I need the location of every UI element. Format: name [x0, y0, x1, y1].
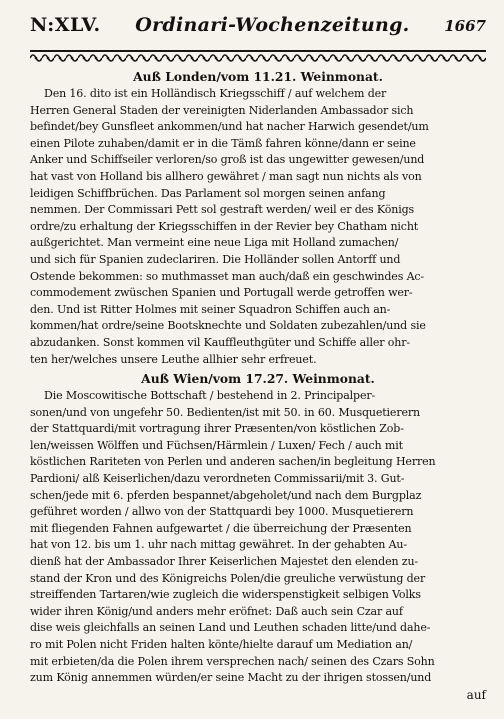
- text-line: Herren General Staden der vereinigten Niderlanden Ambassador sich: [30, 103, 414, 117]
- text-line: befindet/bey Gunsfleet ankommen/und hat nacher Harwich gesendet/um: [30, 120, 429, 134]
- text-line: mit erbieten/da die Polen ihrem versprechen nach/ seinen des Czars Sohn: [30, 654, 435, 668]
- catchword: auf: [466, 687, 486, 702]
- text-line: einen Pilote zuhaben/damit er in die Tämß fahren könne/dann er seine: [30, 136, 416, 150]
- text-line: geführet worden / allwo von der Stattquardi bey 1000. Musquetierern: [30, 505, 414, 519]
- article-body: [30, 68, 486, 687]
- issue-number: N:XLV.: [30, 14, 101, 36]
- text-line: und sich für Spanien zudeclariren. Die Holländer sollen Antorff und: [30, 252, 401, 266]
- text-line: dise weis gleichfalls an seinen Land und Leuthen schaden litte/und dahe-: [30, 621, 431, 635]
- article-paragraph: [30, 388, 486, 687]
- text-line: Den 16. dito ist ein Holländisch Kriegsschiff / auf welchem der: [44, 87, 387, 100]
- text-line: commodement zwüschen Spanien und Portugall werde getroffen wer-: [30, 286, 413, 300]
- text-line: außgerichtet. Man vermeint eine neue Liga mit Holland zumachen/: [30, 236, 399, 250]
- text-line: leidigen Schiffbrüchen. Das Parlament sol morgen seinen anfang: [30, 186, 386, 200]
- ornament-border-icon: [30, 52, 486, 64]
- text-line: hat von 12. bis um 1. uhr nach mittag gewähret. In der gehabten Au-: [30, 538, 407, 552]
- text-line: nemmen. Der Commissari Pett sol gestraft werden/ weil er des Königs: [30, 203, 415, 217]
- text-line: mit fliegenden Fahnen aufgewartet / die überreichung der Præsenten: [30, 521, 412, 535]
- text-line: kommen/hat ordre/seine Bootsknechte und Soldaten zubezahlen/und sie: [30, 319, 426, 333]
- text-line: ordre/zu erhaltung der Kriegsschiffen in der Revier bey Chatham nicht: [30, 219, 419, 233]
- text-line: dienß hat der Ambassador Ihrer Keiserlichen Majestet den elenden zu-: [30, 555, 419, 569]
- text-line: wider ihren König/und anders mehr eröfnet: Daß auch sein Czar auf: [30, 604, 403, 618]
- text-line: schen/jede mit 6. pferden bespannet/abgeholet/und nach dem Burgplaz: [30, 488, 422, 502]
- text-line: zum König annemmen würden/er seine Macht zu der ihrigen stossen/und: [30, 671, 432, 685]
- text-line: ten her/welches unsere Leuthe allhier sehr erfreuet.: [30, 352, 317, 366]
- text-line: der Stattquardi/mit vortragung ihrer Præsenten/von köstlichen Zob-: [30, 422, 404, 436]
- text-line: Anker und Schiffseiler verloren/so groß ist das ungewitter gewesen/und: [30, 153, 425, 167]
- text-line: ro mit Polen nicht Friden halten könte/hielte darauf um Mediation an/: [30, 638, 413, 651]
- text-line: hat vast von Holland bis allhero gewähret / man sagt nun nichts als von: [30, 169, 422, 183]
- text-line: sonen/und von ungefehr 50. Bedienten/ist mit 50. in 60. Musquetierern: [30, 405, 420, 419]
- page-year: 1667: [444, 17, 486, 35]
- article-paragraph: [30, 86, 486, 368]
- newspaper-title: Ordinari-Wochenzeitung.: [135, 14, 410, 36]
- article: [30, 370, 486, 687]
- text-line: Ostende bekommen: so muthmasset man auch/daß ein geschwindes Ac-: [30, 269, 425, 283]
- article: [30, 68, 486, 368]
- text-line: abzudanken. Sonst kommen vil Kauffleuthgüter und Schiffe aller ohr-: [30, 335, 410, 349]
- masthead: [30, 14, 486, 46]
- text-line: Pardioni/ alß Keiserlichen/dazu verordneten Commissarii/mit 3. Gut-: [30, 472, 405, 486]
- article-dateline: Auß Wien/vom 17.27. Weinmonat.: [141, 371, 375, 387]
- text-line: den. Und ist Ritter Holmes mit seiner Squadron Schiffen auch an-: [30, 302, 391, 316]
- article-dateline: Auß Londen/vom 11.21. Weinmonat.: [133, 69, 383, 84]
- text-line: Die Moscowitische Bottschaft / bestehend in 2. Principalper-: [44, 389, 376, 403]
- text-line: stand der Kron und des Königreichs Polen/die greuliche verwüstung der: [30, 571, 426, 585]
- text-line: köstlichen Rariteten von Perlen und anderen sachen/in begleitung Herren: [30, 455, 436, 469]
- text-line: streiffenden Tartaren/wie zugleich die widerspenstigkeit selbigen Volks: [30, 588, 421, 602]
- text-line: len/weissen Wölffen und Füchsen/Härmlein / Luxen/ Fech / auch mit: [30, 438, 403, 452]
- ornamental-rule: [30, 50, 486, 66]
